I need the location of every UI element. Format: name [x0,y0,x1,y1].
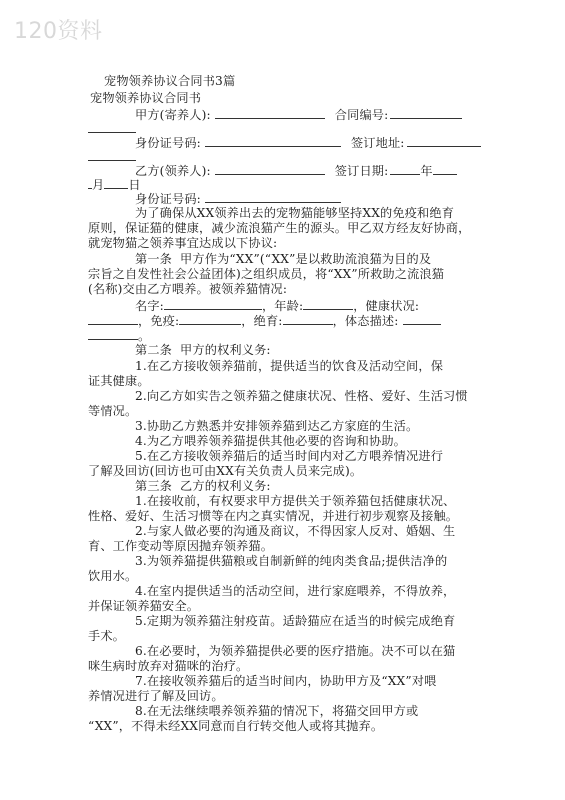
article-1-line-2: 宗旨之自发性社会公益团体)之组织成员，将“XX”所救助之流浪猫 [88,267,445,281]
health-label: ，健康状况: [353,299,420,313]
doc-title: 宠物领养协议合同书3篇 [104,74,236,88]
id-b-line [135,191,341,207]
intro-line-3: 就宠物猫之领养事宜达成以下协议: [88,236,278,250]
doc-subtitle: 宠物领养协议合同书 [90,91,202,105]
party-a-blank [215,107,325,119]
id-no-b-blank [205,191,341,203]
a3-item-7a: 7.在接收领养猫后的适当时间内，协助甲方及“XX”对喂 [135,674,437,688]
name-blank [164,298,262,310]
a2-item-1b: 证其健康。 [88,374,150,388]
neuter-label: ，绝育: [241,314,283,328]
cat-info-line-2 [88,313,441,329]
month-blank-1 [433,163,457,175]
blank-line-2 [88,149,136,165]
a3-item-6a: 6.在必要时，为领养猫提供必要的医疗措施。决不可以在猫 [135,644,456,658]
cat-info-line-3 [88,328,150,344]
temper-label: ，体态描述: [332,314,399,328]
temper-blank-cont [88,328,138,340]
sign-addr-label: 签订地址: [350,136,405,150]
immune-blank [179,313,241,325]
period: 。 [138,329,151,343]
sign-addr-blank-cont [88,149,136,161]
a2-item-3: 3.协助乙方熟悉并安排领养猫到达乙方家庭的生活。 [135,419,419,433]
id-no-b-label: 身份证号码: [135,192,201,206]
a2-item-5a: 5.在乙方接收领养猫后的适当时间内对乙方喂养情况进行 [135,449,444,463]
age-label: ，年龄: [261,299,304,313]
sign-addr-blank [407,135,481,147]
article-1-line-1: 第一条 甲方作为“XX”(“XX”是以救助流浪猫为目的及 [135,252,432,266]
a3-item-2a: 2.与家人做必要的沟通及商议，不得因家人反对、婚姻、生 [135,524,456,538]
a3-item-7b: 养情况进行了解及回访。 [88,689,224,703]
contract-no-blank [390,107,462,119]
id-no-a-blank [205,135,341,147]
party-a-line [135,107,462,123]
year-label: 年 [420,164,433,178]
cat-info-line-1 [135,298,419,314]
temper-blank [403,313,441,325]
id-a-line [135,135,481,151]
age-blank [303,298,353,310]
a3-item-8b: “XX”，不得未经XX同意而自行转交他人或将其抛弃。 [88,719,384,733]
a2-item-2a: 2.向乙方如实告之领养猫之健康状况、性格、爱好、生活习惯 [135,389,468,403]
id-no-a-label: 身份证号码: [135,136,201,150]
a2-item-2b: 等情况。 [88,404,138,418]
date-cont-line [88,177,141,193]
article-2-heading: 第二条 甲方的权利义务: [135,343,271,357]
name-label: 名字: [135,299,164,313]
a3-item-3a: 3.为领养猫提供猫粮或自制新鲜的纯肉类食品;提供洁净的 [135,554,448,568]
a3-item-5a: 5.定期为领养猫注射疫苗。适龄猫应在适当的时候完成绝育 [135,614,456,628]
day-blank [104,177,128,189]
a3-item-5b: 手术。 [88,629,126,643]
contract-no-blank-cont [88,121,136,133]
a3-item-4b: 并保证领养猫安全。 [88,599,200,613]
article-3-heading: 第三条 乙方的权利义务: [135,479,271,493]
a3-item-6b: 咪生病时放弃对猫咪的治疗。 [88,659,249,673]
health-blank [88,313,138,325]
year-blank [390,163,420,175]
watermark: 120资料 [14,19,103,44]
a3-item-1b: 性格、爱好、生活习惯等在内之真实情况，并进行初步观察及接触。 [88,509,459,523]
a3-item-2b: 育、工作变动等原因抛弃领养猫。 [88,539,274,553]
sign-date-label: 签订日期: [334,164,389,178]
a2-item-1a: 1.在乙方接收领养猫前，提供适当的饮食及活动空间，保 [135,359,444,373]
intro-line-1: 为了确保从XX领养出去的宠物猫能够坚持XX的免疫和绝育 [135,206,455,220]
a3-item-8a: 8.在无法继续喂养领养猫的情况下，将猫交回甲方或 [135,704,419,718]
party-b-blank [215,163,325,175]
a2-item-4: 4.为乙方喂养领养猫提供其他必要的咨询和协助。 [135,434,407,448]
a3-item-3b: 饮用水。 [88,569,138,583]
month-label: 月 [92,178,105,192]
immune-label: ，免疫: [138,314,180,328]
a2-item-5b: 了解及回访(回访也可由XX有关负责人员来完成)。 [88,464,363,478]
a3-item-1a: 1.在接收前，有权要求甲方提供关于领养猫包括健康状况、 [135,494,456,508]
contract-no-label: 合同编号: [334,108,389,122]
party-a-label: 甲方(寄养人): [135,108,211,122]
intro-line-2: 原则，保证猫的健康，减少流浪猫产生的源头。甲乙双方经友好协商， [88,221,471,235]
article-1-line-3: (名称)交由乙方喂养。被领养猫情况: [88,282,288,296]
party-b-line [135,163,457,179]
party-b-label: 乙方(领养人): [135,164,211,178]
neuter-blank [283,313,333,325]
a3-item-4a: 4.在室内提供适当的活动空间，进行家庭喂养，不得放养， [135,584,456,598]
day-label: 日 [128,178,141,192]
blank-line [88,121,136,137]
